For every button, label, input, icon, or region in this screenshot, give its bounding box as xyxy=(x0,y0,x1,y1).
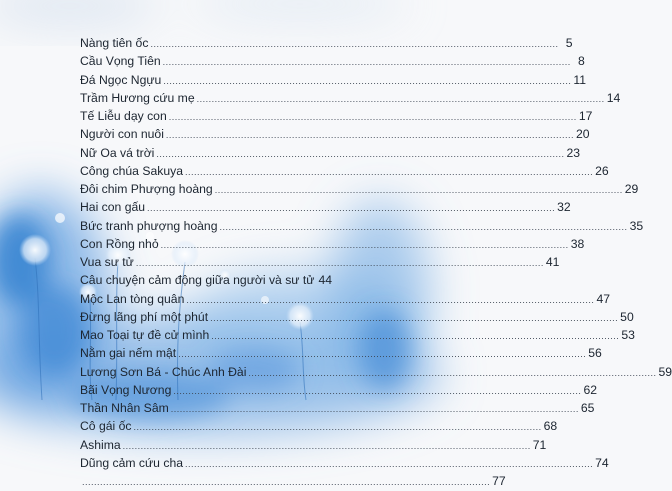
toc-entry xyxy=(80,399,332,417)
toc-entry-page: 38 xyxy=(571,235,585,253)
toc-entry xyxy=(80,472,332,490)
toc-entry-page: 29 xyxy=(625,180,639,198)
toc-entry xyxy=(80,253,332,271)
toc-entry xyxy=(80,107,332,125)
toc-entry xyxy=(80,162,332,180)
toc-entry-title: Ashima xyxy=(80,436,121,454)
toc-leader-dots xyxy=(163,53,571,71)
toc-entry-page: 44 xyxy=(318,271,332,289)
toc-entry-page: 32 xyxy=(557,198,571,216)
toc-entry xyxy=(80,290,332,308)
toc-entry-title: Mộc Lan tòng quân xyxy=(80,290,184,308)
toc-entry-title: Đôi chim Phượng hoàng xyxy=(80,180,213,198)
toc-leader-dots xyxy=(163,72,571,90)
toc-leader-dots xyxy=(169,108,577,126)
toc-entry xyxy=(80,326,332,344)
toc-leader-dots xyxy=(186,291,594,309)
toc-entry xyxy=(80,271,332,289)
toc-leader-dots xyxy=(173,382,581,400)
toc-leader-dots xyxy=(134,418,542,436)
toc-leader-dots xyxy=(210,309,618,327)
toc-entry-title: Bãi Vọng Nương xyxy=(80,381,171,399)
toc-entry xyxy=(80,454,332,472)
toc-entry xyxy=(80,417,332,435)
toc-entry-title: Nàng tiên ốc xyxy=(80,34,148,52)
toc-entry-title: Con Rồng nhỏ xyxy=(80,235,159,253)
toc-leader-dots xyxy=(219,218,627,236)
toc-entry-page: 20 xyxy=(576,125,590,143)
toc-leader-dots xyxy=(150,35,558,53)
toc-entry xyxy=(80,436,332,454)
toc-entry-page: 53 xyxy=(621,326,635,344)
toc-entry-page: 77 xyxy=(492,472,506,490)
toc-entry-title: Cô gái ốc xyxy=(80,417,132,435)
book-page xyxy=(0,0,400,400)
toc-entry xyxy=(80,125,332,143)
toc-entry-title: Cầu Vọng Tiên xyxy=(80,52,161,70)
toc-entry-page: 14 xyxy=(607,89,621,107)
toc-entry-page: 65 xyxy=(581,399,595,417)
toc-entry-page: 71 xyxy=(533,436,547,454)
toc-entry-page: 59 xyxy=(659,363,672,381)
toc-leader-dots xyxy=(185,163,593,181)
toc-entry xyxy=(80,381,332,399)
toc-entry-title: Vua sư tử xyxy=(80,253,134,271)
toc-entry-page: 47 xyxy=(596,290,610,308)
toc-leader-dots xyxy=(185,455,593,473)
toc-entry-page: 62 xyxy=(583,381,597,399)
toc-leader-dots xyxy=(211,327,619,345)
toc-entry-title: Người con nuôi xyxy=(80,125,164,143)
toc-leader-dots xyxy=(123,437,531,455)
toc-entry xyxy=(80,363,332,381)
table-of-contents xyxy=(80,34,332,490)
toc-entry-title: Thần Nhân Sâm xyxy=(80,399,169,417)
toc-leader-dots xyxy=(161,236,569,254)
toc-leader-dots xyxy=(171,400,579,418)
toc-entry-title: Dũng cảm cứu cha xyxy=(80,454,183,472)
toc-entry xyxy=(80,198,332,216)
toc-entry-page: 35 xyxy=(630,217,644,235)
toc-entry-page: 74 xyxy=(595,454,609,472)
toc-entry xyxy=(80,217,332,235)
toc-entry-title: Nằm gai nếm mật xyxy=(80,344,176,362)
toc-entry xyxy=(80,180,332,198)
toc-leader-dots xyxy=(147,199,555,217)
toc-entry-title: Đá Ngọc Ngựu xyxy=(80,71,161,89)
toc-entry-page: 26 xyxy=(595,162,609,180)
toc-entry-page: 11 xyxy=(573,71,586,89)
toc-leader-dots xyxy=(248,364,656,382)
toc-entry-page: 17 xyxy=(579,107,593,125)
toc-entry xyxy=(80,71,332,89)
toc-entry xyxy=(80,308,332,326)
toc-entry-page: 23 xyxy=(566,144,580,162)
toc-leader-dots xyxy=(197,90,605,108)
toc-entry-title: Đừng lãng phí một phút xyxy=(80,308,208,326)
toc-leader-dots xyxy=(166,126,574,144)
toc-entry-page: 41 xyxy=(546,253,560,271)
toc-entry xyxy=(80,144,332,162)
toc-entry-title: Mao Toại tự đề cử mình xyxy=(80,326,209,344)
toc-entry-page: 5 xyxy=(561,34,573,52)
toc-entry-page: 8 xyxy=(573,52,585,70)
toc-leader-dots xyxy=(136,254,544,272)
top-wash xyxy=(0,0,410,26)
toc-leader-dots xyxy=(82,473,490,491)
toc-entry-title: Bức tranh phượng hoàng xyxy=(80,217,217,235)
toc-entry-title: Tế Liễu dạy con xyxy=(80,107,167,125)
toc-leader-dots xyxy=(178,345,586,363)
toc-entry-title: Nữ Oa vá trời xyxy=(80,144,154,162)
toc-entry xyxy=(80,52,332,70)
toc-entry xyxy=(80,235,332,253)
toc-leader-dots xyxy=(156,145,564,163)
toc-entry-page: 56 xyxy=(588,344,602,362)
toc-entry-title: Công chúa Sakuya xyxy=(80,162,183,180)
toc-leader-dots xyxy=(215,181,623,199)
toc-entry xyxy=(80,34,332,52)
toc-entry xyxy=(80,344,332,362)
toc-entry-title: Câu chuyện cảm động giữa người và sư tử xyxy=(80,271,314,289)
toc-entry-title: Lương Sơn Bá - Chúc Anh Đài xyxy=(80,363,246,381)
toc-entry-title: Hai con gấu xyxy=(80,198,145,216)
toc-entry xyxy=(80,89,332,107)
toc-entry-title: Trầm Hương cứu mẹ xyxy=(80,89,195,107)
toc-entry-page: 68 xyxy=(544,417,558,435)
toc-entry-page: 50 xyxy=(620,308,634,326)
